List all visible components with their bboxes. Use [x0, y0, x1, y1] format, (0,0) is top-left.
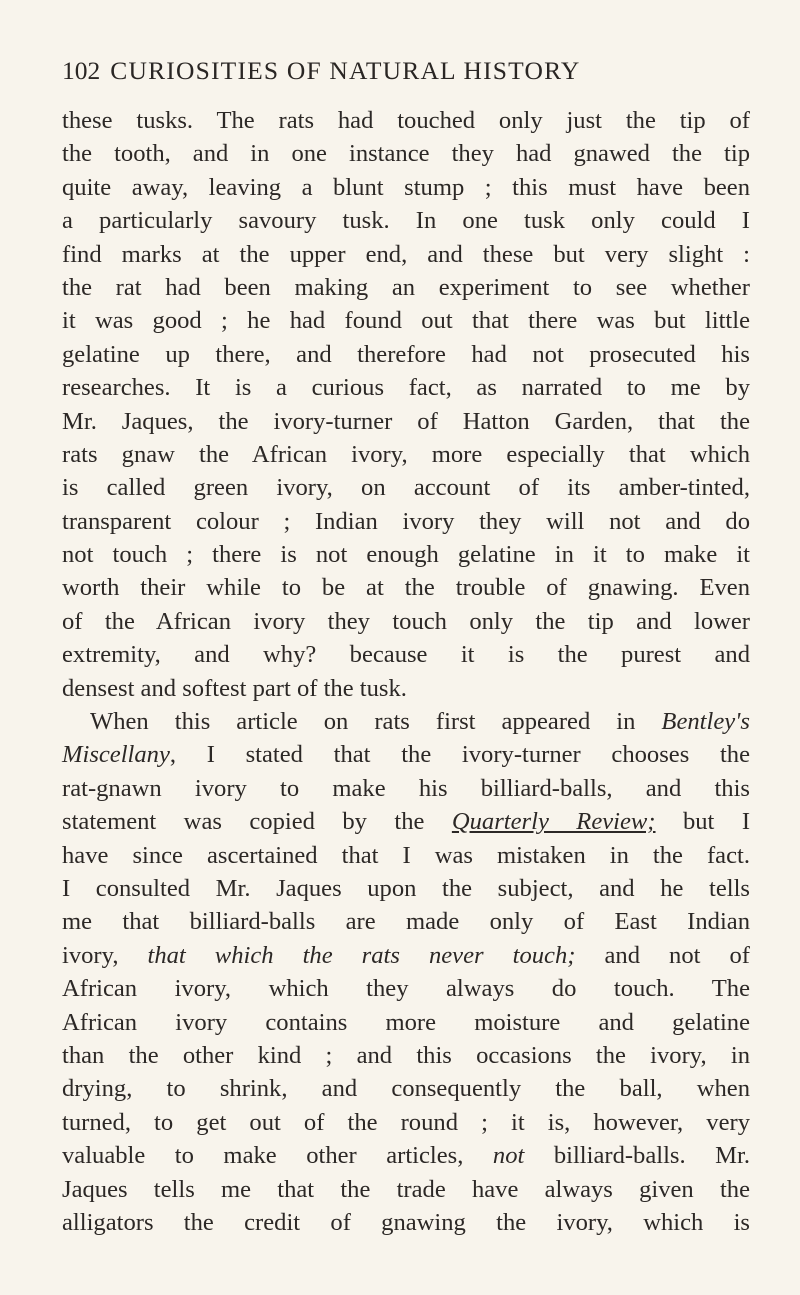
text-line: Miscellany, I stated that the ivory-turner chooses the [62, 741, 750, 769]
text-line: the tooth, and in one instance they had gnawed the tip [62, 140, 750, 168]
text-line: Mr. Jaques, the ivory-turner of Hatton Garden, that the [62, 407, 750, 435]
text-line: Jaques tells me that the trade have always given the [62, 1175, 750, 1203]
page-number: 102 [62, 56, 101, 85]
text-line: alligators the credit of gnawing the ivory, which is [62, 1208, 750, 1236]
text-line: find marks at the upper end, and these but very slight : [62, 240, 750, 268]
text-line: valuable to make other articles, not billiard-balls. Mr. [62, 1142, 750, 1170]
body-text [62, 104, 750, 1239]
running-header [62, 56, 762, 86]
text-line: I consulted Mr. Jaques upon the subject, and he tells [62, 874, 750, 902]
italic-title: Bentley's [661, 708, 750, 736]
text-line: turned, to get out of the round ; it is, however, very [62, 1108, 750, 1136]
italic-title: Miscellany [62, 741, 170, 769]
text-line: it was good ; he had found out that there was but little [62, 307, 750, 335]
text-line: drying, to shrink, and consequently the ball, when [62, 1075, 750, 1103]
text-line: gelatine up there, and therefore had not prosecuted his [62, 340, 750, 368]
text-line: than the other kind ; and this occasions the ivory, in [62, 1041, 750, 1069]
text-line: rat-gnawn ivory to make his billiard-balls, and this [62, 774, 750, 802]
italic-emphasis: that which the rats never touch; [147, 941, 576, 969]
text-line: ivory, that which the rats never touch; and not of [62, 941, 750, 969]
text-line: a particularly savoury tusk. In one tusk only could I [62, 207, 750, 235]
text-line: transparent colour ; Indian ivory they will not and do [62, 507, 750, 535]
italic-emphasis: not [492, 1142, 525, 1170]
text-line: worth their while to be at the trouble of gnawing. Even [62, 574, 750, 602]
text-line: quite away, leaving a blunt stump ; this must have been [62, 173, 750, 201]
text-line: me that billiard-balls are made only of East Indian [62, 908, 750, 936]
italic-title: Quarterly Review; [451, 808, 656, 836]
text-line: statement was copied by the Quarterly Review; but I [62, 808, 751, 836]
text-line: researches. It is a curious fact, as narrated to me by [62, 374, 750, 402]
text-line: densest and softest part of the tusk. [62, 674, 407, 702]
text-line: the rat had been making an experiment to see whether [62, 273, 750, 301]
text-line: of the African ivory they touch only the tip and lower [62, 607, 750, 635]
text-line: is called green ivory, on account of its amber-tinted, [62, 474, 750, 502]
text-line: rats gnaw the African ivory, more especially that which [62, 440, 750, 468]
running-title: CURIOSITIES OF NATURAL HISTORY [110, 56, 581, 85]
text-line: these tusks. The rats had touched only just the tip of [62, 107, 750, 134]
text-line: When this article on rats first appeared in Bentley's [90, 708, 750, 736]
text-line: African ivory, which they always do touch. The [62, 975, 750, 1003]
text-line: African ivory contains more moisture and gelatine [62, 1008, 750, 1036]
text-line: not touch ; there is not enough gelatine in it to make it [62, 541, 750, 569]
text-line: extremity, and why? because it is the purest and [62, 641, 750, 669]
text-line: have since ascertained that I was mistaken in the fact. [62, 841, 750, 869]
